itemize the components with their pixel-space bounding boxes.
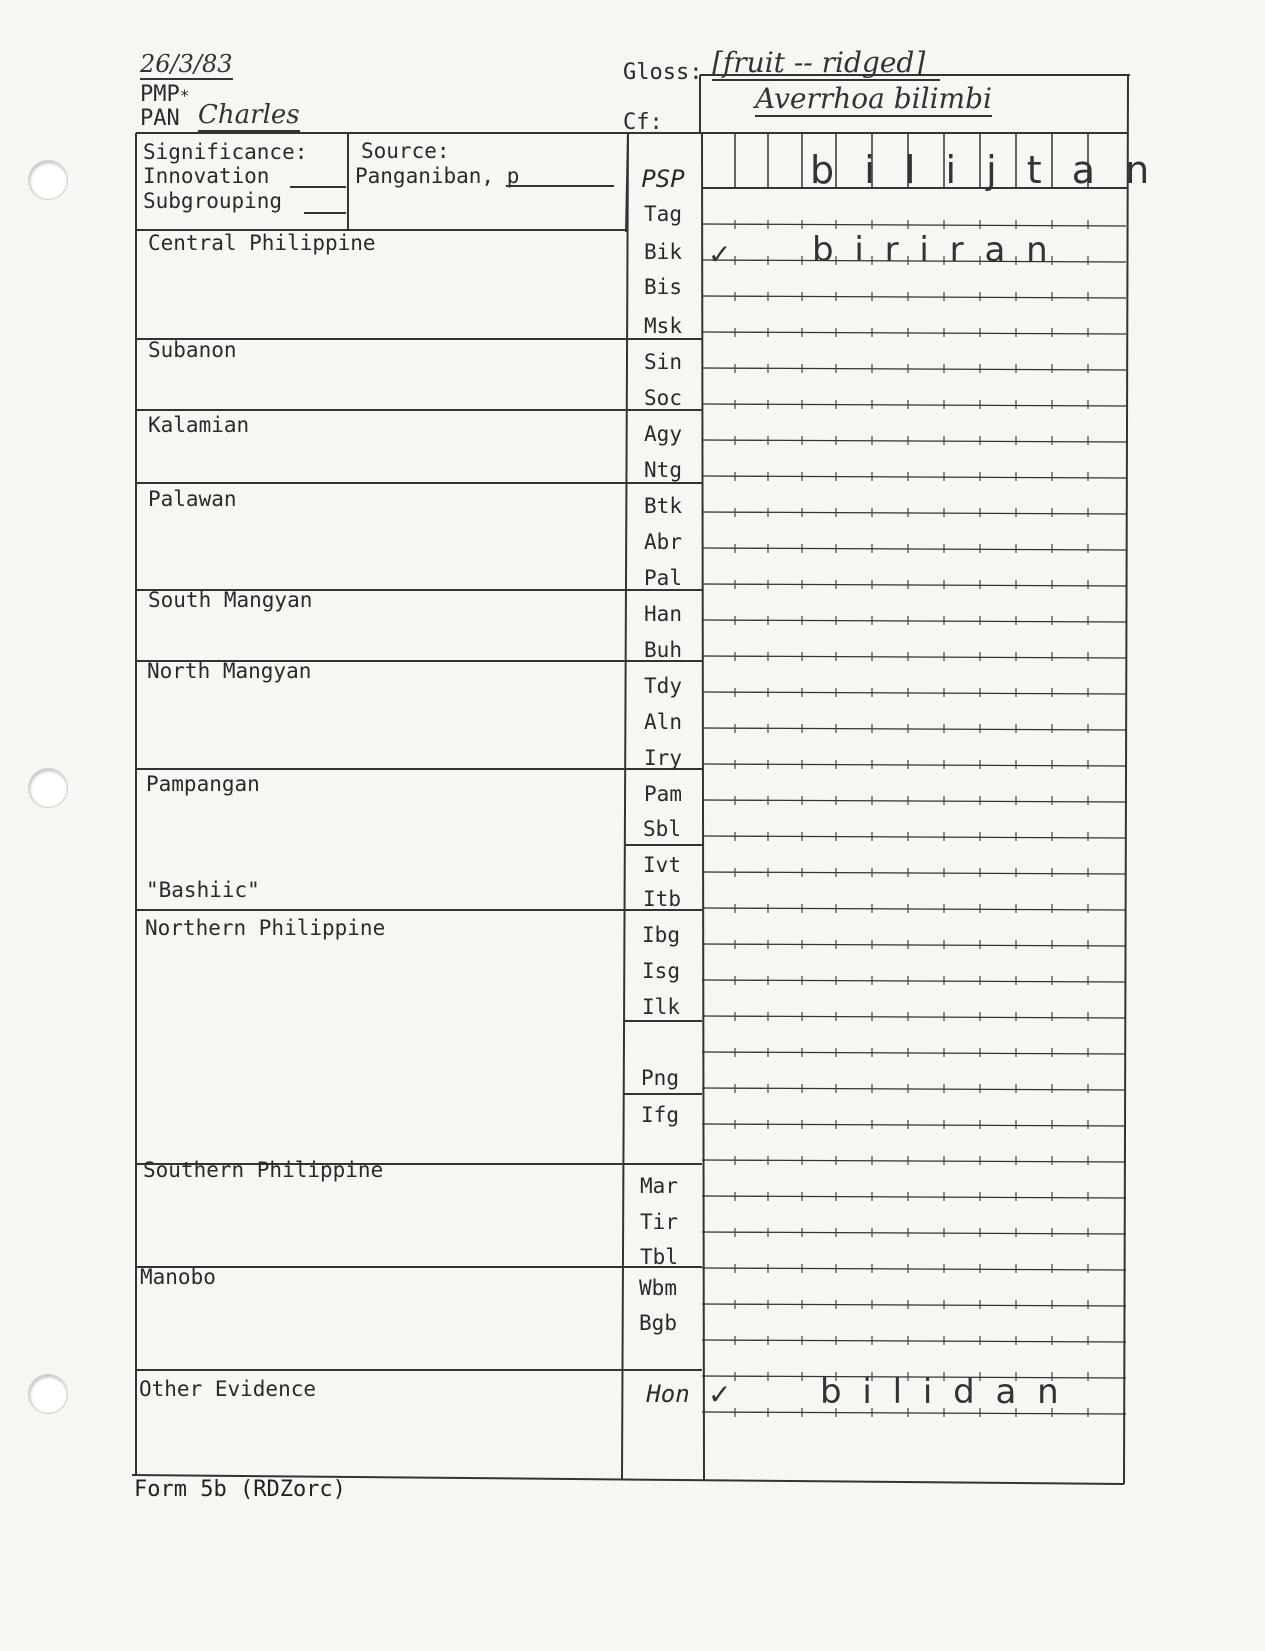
gloss-value: [fruit -- ridged] [712,46,940,81]
cf-label: Cf: [623,110,663,135]
lang-han: Han [644,602,682,626]
lang-ilk: Ilk [642,995,680,1019]
lang-mar: Mar [640,1174,678,1198]
lang-ivt: Ivt [643,853,681,877]
lang-sin: Sin [644,350,682,374]
entry-rule [702,1052,1126,1054]
source-value: Panganiban, p [355,164,520,188]
lang-wbm: Wbm [639,1276,677,1300]
entry-rule [702,512,1126,514]
hon-checkmark: ✓ [708,1378,732,1411]
subgrouping-label: Subgrouping [143,189,283,213]
entry-rule [702,1160,1126,1162]
group-label-northern-philippine: Northern Philippine [145,916,386,940]
entry-rule [702,1268,1126,1270]
lang-ntg: Ntg [644,458,682,482]
hon-form: b i l i d a n [820,1372,1064,1412]
entry-rule [702,908,1126,910]
entry-rule [702,620,1126,622]
entry-rule [702,944,1126,946]
entry-rule [702,296,1126,298]
lang-hon: Hon [646,1380,690,1408]
lang-psp: PSP [641,165,685,193]
lang-msk: Msk [644,314,682,338]
lang-soc: Soc [644,386,682,410]
entry-rule [702,764,1126,766]
entry-rule [702,980,1126,982]
lang-ibg: Ibg [642,923,680,947]
entry-rule [702,1196,1126,1198]
lang-isg: Isg [642,959,680,983]
entry-rule [702,548,1126,550]
entry-rule [702,476,1126,478]
entry-rule [702,836,1126,838]
source-label: Source: [361,139,450,163]
lang-bis: Bis [644,275,682,299]
lang-bik: Bik [644,240,682,264]
cf-value: Averrhoa bilimbi [755,82,992,115]
group-label-manobo: Manobo [140,1265,216,1289]
group-label-central-philippine: Central Philippine [148,231,376,255]
entry-rule [702,692,1126,694]
lang-tdy: Tdy [644,674,682,698]
entry-rule [702,224,1126,226]
entry-rule [702,800,1126,802]
pmp-label: PMP* [140,82,190,107]
lang-itb: Itb [643,887,681,911]
group-label-other-evidence: Other Evidence [139,1377,317,1401]
group-label-south-mangyan: South Mangyan [148,588,313,612]
group-label-palawan: Palawan [148,487,237,511]
lang-pal: Pal [644,566,682,590]
entry-rule [702,1340,1126,1342]
entry-rule [702,332,1126,334]
lang-iry: Iry [644,746,682,770]
lang-pam: Pam [644,782,682,806]
entry-rule [702,1124,1126,1126]
innovation-label: Innovation [143,164,270,188]
lang-buh: Buh [644,638,682,662]
group-label-north-mangyan: North Mangyan [147,659,312,683]
entry-rule [702,404,1126,406]
pan-name: Charles [198,100,300,130]
bik-checkmark: ✓ [708,238,732,271]
group-label-kalamian: Kalamian [148,413,250,437]
gloss-label: Gloss: [623,60,703,85]
group-label-subanon: Subanon [148,338,237,362]
group-label-bashiic: "Bashiic" [146,878,260,902]
entry-rule [702,1088,1126,1090]
lang-btk: Btk [644,494,682,518]
entry-rule [702,728,1126,730]
bik-form: b i r i r a n [812,230,1053,270]
lang-agy: Agy [644,422,682,446]
entry-rule [702,656,1126,658]
lang-bgb: Bgb [639,1311,677,1335]
group-label-pampangan: Pampangan [146,772,260,796]
significance-label: Significance: [143,140,308,164]
pan-label: PAN [140,106,180,131]
group-label-southern-philippine: Southern Philippine [143,1158,384,1182]
lang-aln: Aln [644,710,682,734]
lang-tbl: Tbl [640,1245,678,1269]
lang-png: Png [641,1066,679,1090]
date-field: 26/3/83 [140,50,233,78]
entry-rule [702,1304,1126,1306]
psp-reconstruction: b i l i j t a n [810,148,1159,192]
entry-rule [702,872,1126,874]
lang-ifg: Ifg [641,1103,679,1127]
lang-tir: Tir [640,1210,678,1234]
entry-rule [702,1412,1126,1414]
lang-sbl: Sbl [643,817,681,841]
entry-rule [702,368,1126,370]
form-footer-label: Form 5b (RDZorc) [134,1477,346,1502]
lang-abr: Abr [644,530,682,554]
lang-tag: Tag [644,202,682,226]
entry-rule [702,584,1126,586]
entry-rule [702,1232,1126,1234]
entry-rule [702,1016,1126,1018]
right-border [1124,75,1128,1484]
entry-rule [702,440,1126,442]
